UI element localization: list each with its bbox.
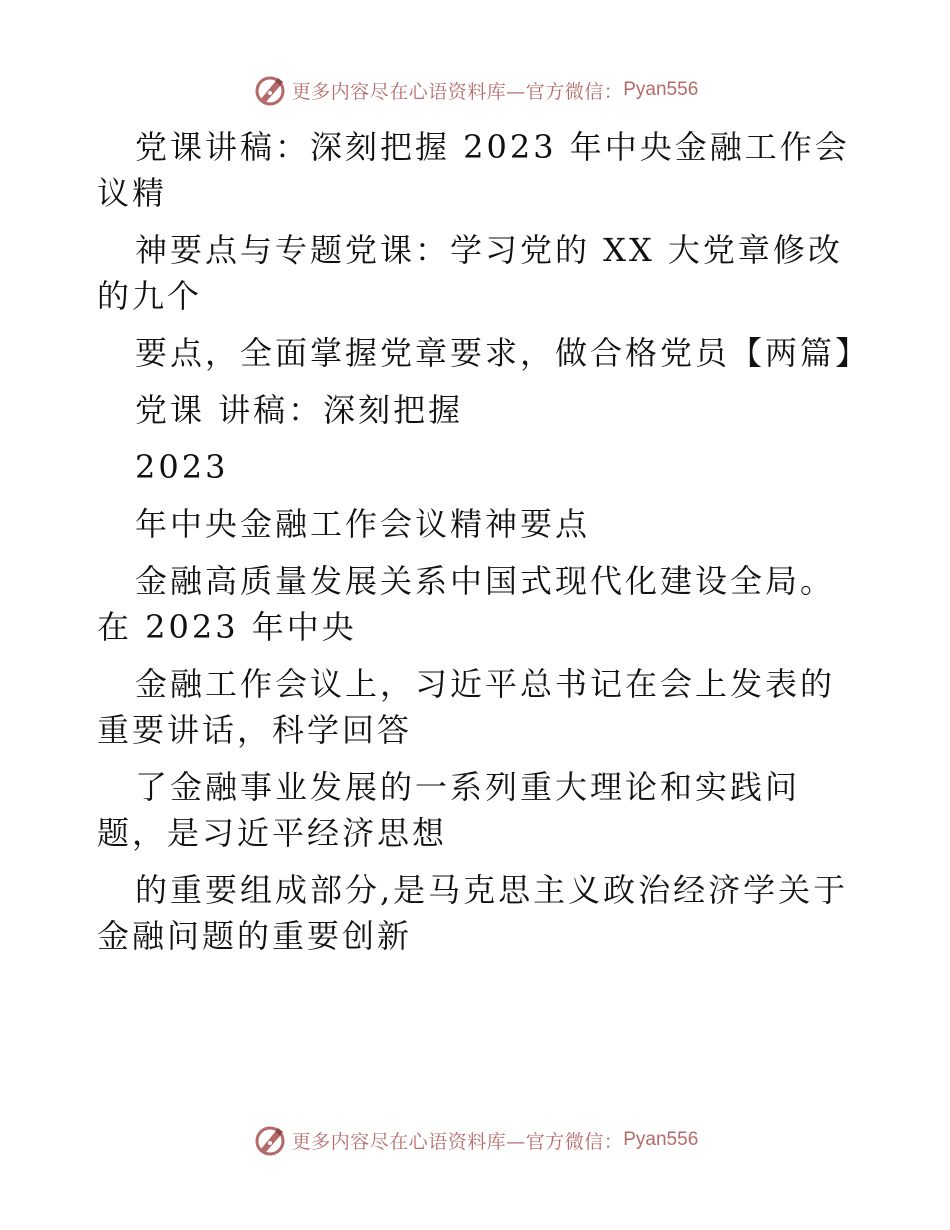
paragraph: 了金融事业发展的一系列重大理论和实践问题，是习近平经济思想 [97,768,801,852]
watermark-wechat-id: Pyan556 [623,79,699,100]
watermark-text: 更多内容尽在心语资料库—官方微信： [291,80,624,103]
pen-nib-circle-icon [252,72,288,108]
watermark-text: 更多内容尽在心语资料库—官方微信： [291,1130,624,1153]
pen-nib-circle-icon [252,1122,288,1158]
paragraph: 神要点与专题党课：学习党的 XX 大党章修改的九个 [97,231,843,315]
paragraph: 党课 讲稿：深刻把握 [135,391,464,429]
watermark-wechat-id: Pyan556 [623,1129,699,1150]
paragraph: 要点，全面掌握党章要求，做合格党员【两篇】 [135,334,871,372]
paragraph: 的重要组成部分,是马克思主义政治经济学关于金融问题的重要创新 [97,871,849,955]
document-body [97,124,871,970]
paragraph: 2023 [135,448,229,486]
paragraph: 金融工作会议上，习近平总书记在会上发表的重要讲话，科学回答 [97,665,836,749]
paragraph: 年中央金融工作会议精神要点 [135,505,591,543]
paragraph: 党课讲稿：深刻把握 2023 年中央金融工作会议精 [97,128,850,212]
paragraph: 金融高质量发展关系中国式现代化建设全局。在 2023 年中央 [97,562,836,646]
footer-watermark [0,1120,950,1160]
header-watermark [0,70,950,110]
